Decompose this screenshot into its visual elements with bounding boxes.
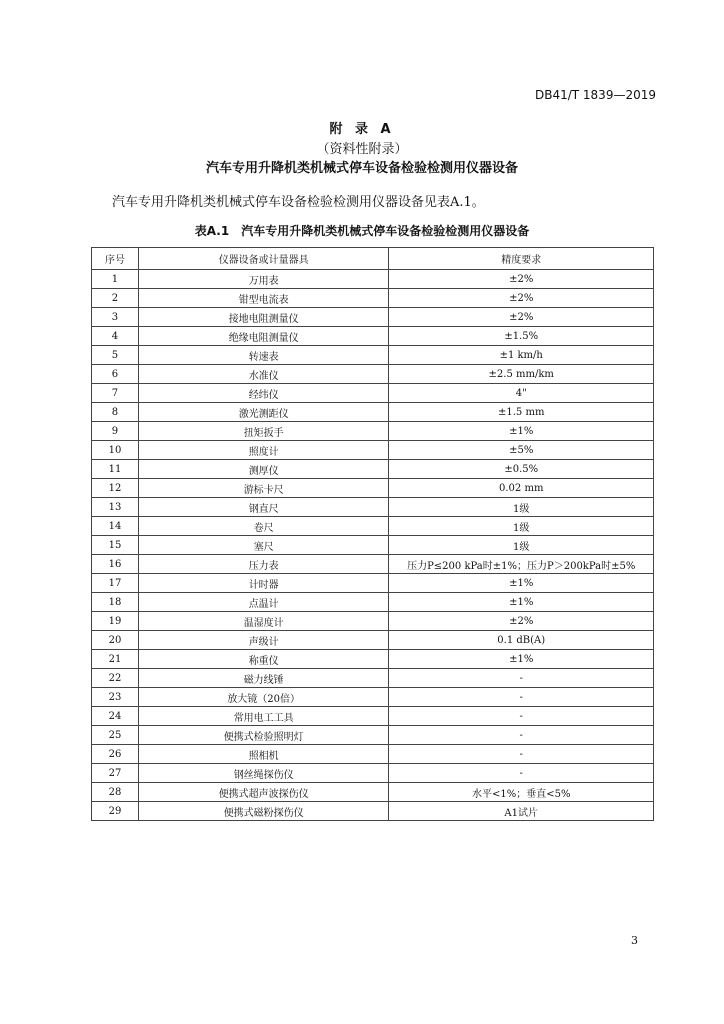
row-instrument-cell: 钳型电流表 <box>138 289 389 308</box>
row-accuracy-cell: 水平<1%；垂直<5% <box>389 783 654 802</box>
table-row <box>92 726 654 745</box>
table-row <box>92 498 654 517</box>
row-instrument-cell: 转速表 <box>138 346 389 365</box>
row-instrument-cell: 经纬仪 <box>138 384 389 403</box>
appendix-name: 汽车专用升降机类机械式停车设备检验检测用仪器设备 <box>205 161 518 176</box>
table-row <box>92 555 654 574</box>
row-instrument-cell: 声级计 <box>138 631 389 650</box>
row-index-cell: 8 <box>92 403 139 422</box>
row-index-cell: 20 <box>92 631 139 650</box>
table-row <box>92 441 654 460</box>
row-index-cell: 11 <box>92 460 139 479</box>
table-row <box>92 365 654 384</box>
standard-code: DB41/T 1839—2019 <box>534 88 656 102</box>
row-instrument-cell: 塞尺 <box>138 536 389 555</box>
table-row <box>92 327 654 346</box>
row-accuracy-cell: 1级 <box>389 517 654 536</box>
header-accuracy: 精度要求 <box>389 248 654 270</box>
row-index-cell: 23 <box>92 688 139 707</box>
table-row <box>92 536 654 555</box>
row-index-cell: 15 <box>92 536 139 555</box>
row-accuracy-cell: - <box>389 669 654 688</box>
row-index-cell: 21 <box>92 650 139 669</box>
row-index-cell: 28 <box>92 783 139 802</box>
table-row <box>92 574 654 593</box>
row-index-cell: 3 <box>92 308 139 327</box>
row-accuracy-cell: - <box>389 764 654 783</box>
row-accuracy-cell: 1级 <box>389 498 654 517</box>
table-row <box>92 289 654 308</box>
table-row <box>92 783 654 802</box>
header-index: 序号 <box>92 248 139 270</box>
row-index-cell: 5 <box>92 346 139 365</box>
row-instrument-cell: 压力表 <box>138 555 389 574</box>
row-index-cell: 1 <box>92 270 139 289</box>
row-instrument-cell: 点温计 <box>138 593 389 612</box>
row-index-cell: 13 <box>92 498 139 517</box>
row-instrument-cell: 计时器 <box>138 574 389 593</box>
row-instrument-cell: 温湿度计 <box>138 612 389 631</box>
table-row <box>92 517 654 536</box>
row-index-cell: 10 <box>92 441 139 460</box>
row-index-cell: 16 <box>92 555 139 574</box>
row-accuracy-cell: ±2% <box>389 612 654 631</box>
row-index-cell: 24 <box>92 707 139 726</box>
page-number: 3 <box>631 934 638 947</box>
row-index-cell: 18 <box>92 593 139 612</box>
row-instrument-cell: 放大镜（20倍） <box>138 688 389 707</box>
table-row <box>92 688 654 707</box>
row-instrument-cell: 万用表 <box>138 270 389 289</box>
row-accuracy-cell: ±2% <box>389 308 654 327</box>
row-index-cell: 26 <box>92 745 139 764</box>
row-accuracy-cell: ±1% <box>389 650 654 669</box>
row-instrument-cell: 便携式磁粉探伤仪 <box>138 802 389 821</box>
table-row <box>92 593 654 612</box>
header-instrument: 仪器设备或计量器具 <box>138 248 389 270</box>
row-instrument-cell: 绝缘电阻测量仪 <box>138 327 389 346</box>
row-index-cell: 19 <box>92 612 139 631</box>
row-accuracy-cell: - <box>389 745 654 764</box>
equipment-table <box>91 247 654 821</box>
row-accuracy-cell: 压力P≤200 kPa时±1%；压力P＞200kPa时±5% <box>389 555 654 574</box>
appendix-title: 附 录 A <box>329 122 395 137</box>
row-accuracy-cell: ±2.5 mm/km <box>389 365 654 384</box>
row-accuracy-cell: ±5% <box>389 441 654 460</box>
row-instrument-cell: 激光测距仪 <box>138 403 389 422</box>
row-instrument-cell: 磁力线锤 <box>138 669 389 688</box>
table-row <box>92 460 654 479</box>
row-accuracy-cell: 0.02 mm <box>389 479 654 498</box>
row-accuracy-cell: ±1 km/h <box>389 346 654 365</box>
table-row <box>92 764 654 783</box>
row-instrument-cell: 常用电工工具 <box>138 707 389 726</box>
row-instrument-cell: 钢直尺 <box>138 498 389 517</box>
table-caption: 表A.1 汽车专用升降机类机械式停车设备检验检测用仪器设备 <box>194 224 530 238</box>
row-accuracy-cell: 1级 <box>389 536 654 555</box>
row-instrument-cell: 钢丝绳探伤仪 <box>138 764 389 783</box>
row-accuracy-cell: 4" <box>389 384 654 403</box>
row-instrument-cell: 称重仪 <box>138 650 389 669</box>
row-accuracy-cell: 0.1 dB(A) <box>389 631 654 650</box>
table-row <box>92 707 654 726</box>
table-row <box>92 745 654 764</box>
table-row <box>92 479 654 498</box>
table-row <box>92 422 654 441</box>
row-accuracy-cell: - <box>389 726 654 745</box>
row-index-cell: 9 <box>92 422 139 441</box>
row-instrument-cell: 接地电阻测量仪 <box>138 308 389 327</box>
row-index-cell: 14 <box>92 517 139 536</box>
row-instrument-cell: 卷尺 <box>138 517 389 536</box>
row-accuracy-cell: ±0.5% <box>389 460 654 479</box>
row-index-cell: 7 <box>92 384 139 403</box>
row-instrument-cell: 扭矩扳手 <box>138 422 389 441</box>
row-index-cell: 2 <box>92 289 139 308</box>
row-accuracy-cell: ±1% <box>389 422 654 441</box>
appendix-subtitle: （资料性附录） <box>316 142 408 157</box>
table-header-row <box>92 248 654 270</box>
row-index-cell: 17 <box>92 574 139 593</box>
row-index-cell: 4 <box>92 327 139 346</box>
table-row <box>92 650 654 669</box>
row-accuracy-cell: ±2% <box>389 270 654 289</box>
row-accuracy-cell: ±2% <box>389 289 654 308</box>
row-instrument-cell: 便携式检验照明灯 <box>138 726 389 745</box>
row-accuracy-cell: - <box>389 688 654 707</box>
row-accuracy-cell: ±1.5% <box>389 327 654 346</box>
row-index-cell: 6 <box>92 365 139 384</box>
row-index-cell: 12 <box>92 479 139 498</box>
table-row <box>92 384 654 403</box>
table-row <box>92 802 654 821</box>
row-index-cell: 29 <box>92 802 139 821</box>
row-instrument-cell: 游标卡尺 <box>138 479 389 498</box>
intro-paragraph: 汽车专用升降机类机械式停车设备检验检测用仪器设备见表A.1。 <box>112 195 485 210</box>
row-index-cell: 22 <box>92 669 139 688</box>
row-instrument-cell: 测厚仪 <box>138 460 389 479</box>
row-instrument-cell: 水准仪 <box>138 365 389 384</box>
table-row <box>92 346 654 365</box>
row-accuracy-cell: - <box>389 707 654 726</box>
table-row <box>92 612 654 631</box>
row-accuracy-cell: ±1% <box>389 574 654 593</box>
table-row <box>92 669 654 688</box>
row-accuracy-cell: ±1.5 mm <box>389 403 654 422</box>
row-accuracy-cell: A1试片 <box>389 802 654 821</box>
table-row <box>92 270 654 289</box>
row-instrument-cell: 照相机 <box>138 745 389 764</box>
row-instrument-cell: 便携式超声波探伤仪 <box>138 783 389 802</box>
table-row <box>92 308 654 327</box>
row-accuracy-cell: ±1% <box>389 593 654 612</box>
row-index-cell: 25 <box>92 726 139 745</box>
table-row <box>92 403 654 422</box>
row-index-cell: 27 <box>92 764 139 783</box>
row-instrument-cell: 照度计 <box>138 441 389 460</box>
table-row <box>92 631 654 650</box>
